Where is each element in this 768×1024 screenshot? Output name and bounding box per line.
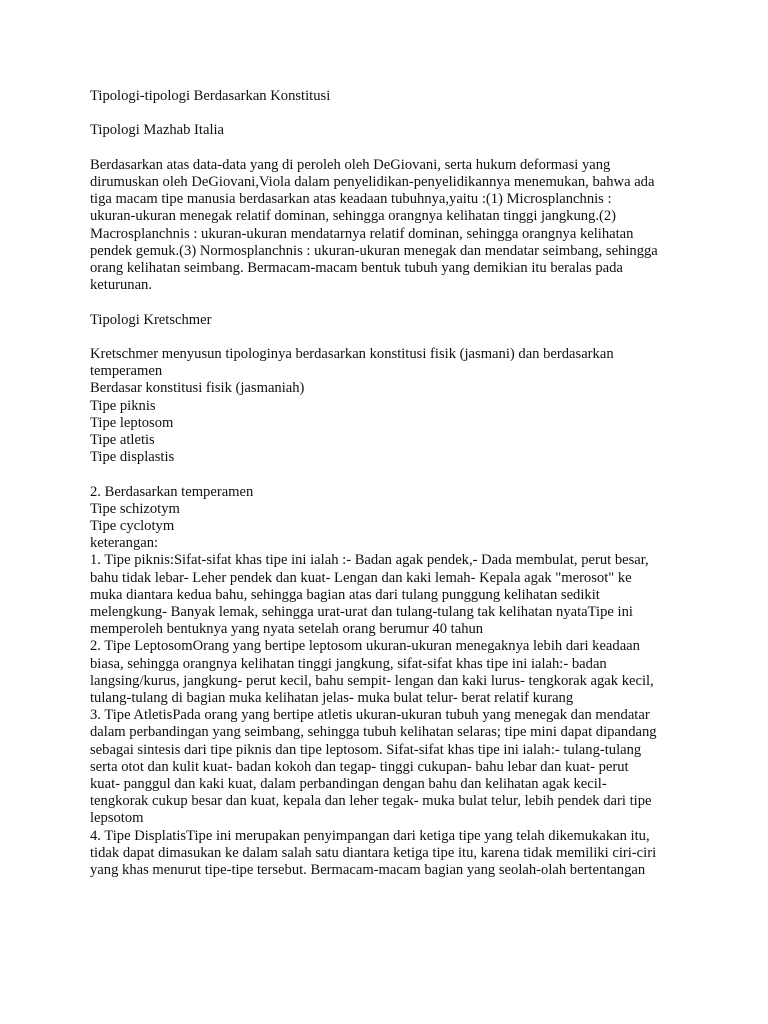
text-line: 4. Tipe DisplatisTipe ini merupakan penyimpangan dari ketiga tipe yang telah dikemukakan itu,: [90, 827, 650, 844]
text-line: biasa, sehingga orangnya kelihatan tinggi jangkung, sifat-sifat khas tipe ini ialah:- badan: [90, 655, 607, 672]
text-line: tulang-tulang di bagian muka kelihatan jelas- muka bulat telur- berat relatif kurang: [90, 690, 574, 707]
text-line: muka diantara kedua bahu, sehingga bagian atas dari tulang punggung kelihatan sedikit: [90, 586, 600, 603]
text-line: yang khas menurut tipe-tipe tersebut. Bermacam-macam bagian yang seolah-olah bertentangan: [90, 862, 646, 879]
text-line: lepsotom: [90, 810, 144, 827]
text-line: 3. Tipe AtletisPada orang yang bertipe atletis ukuran-ukuran tubuh yang menegak dan mendatar: [90, 707, 650, 724]
list-item: Tipe leptosom: [90, 414, 174, 431]
spacer: [90, 466, 688, 483]
paragraph-kretschmer: [90, 346, 688, 466]
text-line: keturunan.: [90, 277, 153, 294]
text-line: Macrosplanchnis : ukuran-ukuran mendatarnya relatif dominan, sehingga orangnya kelihatan: [90, 225, 634, 242]
list-item: Tipe piknis: [90, 397, 156, 414]
text-line: sebagai sintesis dari tipe piknis dan tipe leptosom. Sifat-sifat khas tipe ini ialah:- tulang-tulang: [90, 741, 642, 758]
paragraph-italia: [90, 157, 688, 295]
text-line: Kretschmer menyusun tipologinya berdasarkan konstitusi fisik (jasmani) dan berdasarkan: [90, 345, 614, 362]
list-item: Tipe cyclotym: [90, 518, 175, 534]
spacer: [90, 140, 688, 157]
text-line: 2. Tipe LeptosomOrang yang bertipe leptosom ukuran-ukuran menegaknya lebih dari keadaan: [90, 638, 640, 655]
text-line: bahu tidak lebar- Leher pendek dan kuat- Lengan dan kaki lemah- Kepala agak "merosot" ke: [90, 569, 632, 586]
list-item: Tipe displastis: [90, 449, 175, 466]
text-line: 1. Tipe piknis:Sifat-sifat khas tipe ini ialah :- Badan agak pendek,- Dada membulat, perut besar,: [90, 552, 649, 569]
list-item: Tipe atletis: [90, 432, 155, 448]
section-heading-kretschmer: Tipologi Kretschmer: [90, 311, 212, 328]
text-line: serta otot dan kulit kuat- badan kokoh dan tegap- tinggi cukupan- bahu lebar dan kuat- perut: [90, 758, 629, 775]
text-line: melengkung- Banyak lemak, sehingga urat-urat dan tulang-tulang tak kelihatan nyataTipe ini: [90, 604, 633, 621]
spacer: [90, 105, 688, 122]
text-line: ukuran-ukuran menegak relatif dominan, sehingga orangnya kelihatan tinggi jangkung.(2): [90, 208, 617, 225]
spacer: [90, 329, 688, 346]
section-heading-italia: Tipologi Mazhab Italia: [90, 122, 225, 139]
text-line: kuat- panggul dan kaki kuat, dalam perbandingan dengan bahu dan kelihatan agak kecil-: [90, 776, 607, 793]
text-line: Berdasar konstitusi fisik (jasmaniah): [90, 380, 305, 397]
text-line: orang kelihatan seimbang. Bermacam-macam bentuk tubuh yang demikian itu beralas pada: [90, 260, 623, 276]
text-line: tiga macam tipe manusia berdasarkan atas keadaan tubuhnya,yaitu :(1) Microsplanchnis :: [90, 191, 612, 208]
text-line: langsing/kurus, jangkung- perut kecil, bahu sempit- lengan dan kaki lurus- tengkorak agak kecil,: [90, 672, 654, 689]
text-line: dalam perbandingan yang seimbang, sehingga tubuh kelihatan selaras; tipe mini dapat dipandang: [90, 724, 657, 741]
text-line: keterangan:: [90, 535, 159, 552]
text-line: Berdasarkan atas data-data yang di peroleh oleh DeGiovani, serta hukum deformasi yang: [90, 156, 611, 173]
text-line: pendek gemuk.(3) Normosplanchnis : ukuran-ukuran menegak dan mendatar seimbang, sehingga: [90, 242, 658, 259]
text-line: 2. Berdasarkan temperamen: [90, 483, 254, 500]
spacer: [90, 294, 688, 311]
text-line: memperoleh bentuknya yang nyata setelah orang berumur 40 tahun: [90, 621, 484, 638]
list-item: Tipe schizotym: [90, 500, 180, 517]
text-line: tengkorak cukup besar dan kuat, kepala dan leher tegak- muka bulat telur, lebih pendek dari tipe: [90, 793, 652, 810]
document-title: Tipologi-tipologi Berdasarkan Konstitusi: [90, 88, 331, 104]
text-line: tidak dapat dimasukan ke dalam salah satu diantara ketiga tipe itu, karena tidak memiliki ciri-ciri: [90, 844, 657, 861]
paragraph-temperamen: [90, 484, 688, 880]
text-line: dirumuskan oleh DeGiovani,Viola dalam penyelidikan-penyelidikannya menemukan, bahwa ada: [90, 173, 655, 190]
text-line: temperamen: [90, 363, 163, 380]
